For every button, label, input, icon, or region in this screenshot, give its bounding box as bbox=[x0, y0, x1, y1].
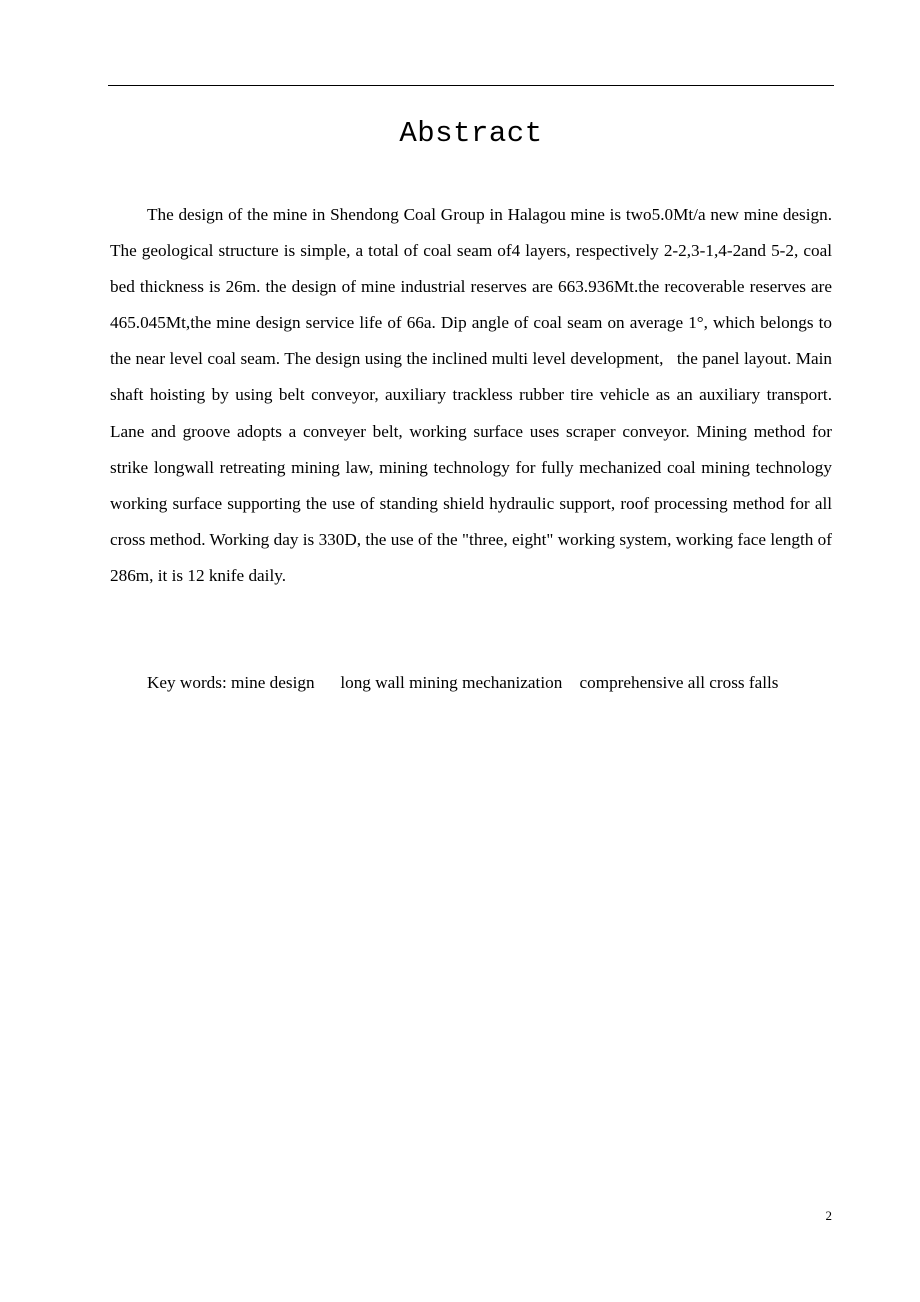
page-number: 2 bbox=[825, 1208, 832, 1223]
page-title: Abstract bbox=[399, 117, 543, 150]
header-rule bbox=[108, 85, 834, 86]
keywords-line: Key words: mine design long wall mining mechanization comprehensive all cross falls bbox=[147, 673, 779, 692]
abstract-paragraph: The design of the mine in Shendong Coal Group in Halagou mine is two5.0Mt/a new mine design. The geological structure is simple, a total of coal seam of4 layers, respectively 2-2,3-1,4-2and 5-2, coal bed thickness is 26m. the design of mine industrial reserves are 663.936Mt.the recoverable reserves are 465.045Mt,the mine design service life of 66a. Dip angle of coal seam on average 1°, which belongs to the near level coal seam. The design using the inclined multi level development, the panel layout. Main shaft hoisting by using belt conveyor, auxiliary trackless rubber tire vehicle as an auxiliary transport. Lane and groove adopts a conveyer belt, working surface uses scraper conveyor. Mining method for strike longwall retreating mining law, mining technology for fully mechanized coal mining technology working surface supporting the use of standing shield hydraulic support, roof processing method for all cross method. Working day is 330D, the use of the "three, eight" working system, working face length of 286m, it is 12 knife daily. bbox=[110, 205, 832, 585]
